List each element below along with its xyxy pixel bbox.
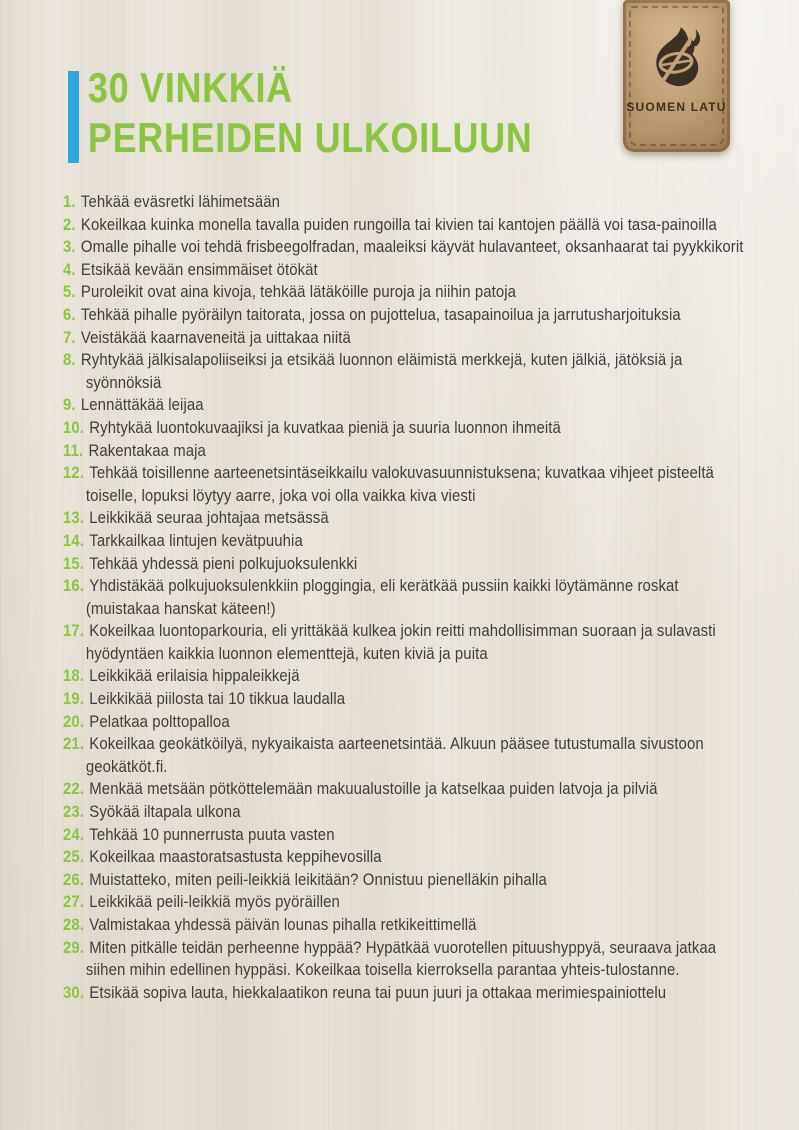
tip-text: Lennättäkää leijaa <box>80 395 204 415</box>
tip-number: 11. <box>63 440 84 460</box>
tip-item <box>63 191 744 214</box>
tip-number: 6. <box>63 304 76 324</box>
tip-text: Ryhtykää jälkisalapoliiseiksi ja etsikää luonnon eläimistä merkkejä, kuten jälkiä, jätöksiä ja syönnöksiä <box>80 350 683 392</box>
tip-item <box>63 801 744 824</box>
tip-item <box>63 982 744 1005</box>
tip-item <box>63 846 744 869</box>
tip-text: Leikkikää erilaisia hippaleikkejä <box>89 666 300 686</box>
tip-number: 12. <box>63 463 85 483</box>
suomen-latu-badge <box>623 0 730 152</box>
tip-number: 27. <box>63 892 85 912</box>
tip-item <box>63 440 744 463</box>
tip-text: Tehkää eväsretki lähimetsään <box>80 192 281 211</box>
tip-item <box>63 394 744 417</box>
tip-item <box>63 304 744 327</box>
logo-text: SUOMEN LATU <box>626 100 727 114</box>
tip-text: Menkää metsään pötköttelemään makuualustoille ja katselkaa puiden latvoja ja pilviä <box>89 779 658 799</box>
tip-number: 22. <box>63 779 85 799</box>
tip-text: Tarkkailkaa lintujen kevätpuuhia <box>89 530 303 550</box>
tip-text: Tehkää 10 punnerrusta puuta vasten <box>89 824 335 844</box>
tip-number: 24. <box>63 824 85 844</box>
flame-ski-basket-icon <box>648 26 706 88</box>
tip-item <box>63 462 744 507</box>
tip-text: Ryhtykää luontokuvaajiksi ja kuvatkaa pieniä ja suuria luonnon ihmeitä <box>89 417 561 437</box>
tip-number: 15. <box>63 553 85 573</box>
page-title-line2: PERHEIDEN ULKOILUUN <box>88 114 533 161</box>
tip-text: Leikkikää piilosta tai 10 tikkua laudalla <box>89 689 346 709</box>
tip-number: 16. <box>63 576 85 596</box>
tip-number: 2. <box>63 214 76 234</box>
tip-text: Kokeilkaa geokätköilyä, nykyaikaista aarteenetsintää. Alkuun pääsee tutustumalla sivustoon geokätköt.fi. <box>85 734 704 776</box>
tip-text: Tehkää toisillenne aarteenetsintäseikkailu valokuvasuunnistuksena; kuvatkaa vihjeet pisteeltä toiselle, lopuksi löytyy aarre, joka voi olla vaikka kiva viesti <box>85 463 714 505</box>
tip-number: 23. <box>63 802 85 822</box>
tip-text: Leikkikää seuraa johtajaa metsässä <box>89 508 329 528</box>
title-accent-bar <box>68 71 79 163</box>
tip-text: Yhdistäkää polkujuoksulenkkiin ploggingia, eli kerätkää pussiin kaikki löytämänne roskat (muistakaa hanskat käteen!) <box>85 576 679 618</box>
tip-item <box>63 620 744 665</box>
tip-number: 28. <box>63 915 85 934</box>
tip-item <box>63 417 744 440</box>
tip-text: Muistatteko, miten peili-leikkiä leikitään? Onnistuu pienelläkin pihalla <box>89 869 547 889</box>
tip-number: 29. <box>63 937 85 957</box>
tip-item <box>63 507 744 530</box>
tip-number: 7. <box>63 327 76 347</box>
tip-item <box>63 733 744 778</box>
tip-text: Rakentakaa maja <box>88 440 206 460</box>
tip-number: 26. <box>63 869 85 889</box>
tip-item <box>63 530 744 553</box>
tip-text: Tehkää pihalle pyöräilyn taitorata, jossa on pujottelua, tasapainoilua ja jarrutusharjoituksia <box>80 304 681 324</box>
tip-item <box>63 575 744 620</box>
tip-text: Kokeilkaa luontoparkouria, eli yrittäkää kulkea jokin reitti mahdollisimman suoraan ja sulavasti hyödyntäen kaikkia luonnon elementtejä, kuten kiviä ja puita <box>85 621 716 663</box>
tip-item <box>63 937 744 982</box>
tip-item <box>63 214 744 237</box>
tip-item <box>63 259 744 282</box>
tip-text: Kokeilkaa maastoratsastusta keppihevosilla <box>89 847 382 867</box>
tip-text: Leikkikää peili-leikkiä myös pyöräillen <box>89 892 340 912</box>
tip-text: Etsikää kevään ensimmäiset ötökät <box>80 259 318 279</box>
tip-number: 5. <box>63 282 76 302</box>
tip-number: 1. <box>63 192 76 211</box>
tip-item <box>63 824 744 847</box>
tip-text: Miten pitkälle teidän perheenne hyppää? Hypätkää vuorotellen pituushyppyä, seuraava jatkaa siihen mihin edellinen hyppäsi. Kokeilkaa toisella kierroksella parantaa yhteis-tulostanne. <box>85 937 717 980</box>
tip-text: Pelatkaa polttopalloa <box>89 711 230 731</box>
tip-item <box>63 665 744 688</box>
tip-number: 17. <box>63 621 85 641</box>
tip-number: 19. <box>63 689 85 709</box>
tip-number: 13. <box>63 508 85 528</box>
tip-item <box>63 778 744 801</box>
tip-number: 14. <box>63 530 85 550</box>
tip-item <box>63 553 744 576</box>
tip-number: 10. <box>63 417 85 437</box>
tip-item <box>63 688 744 711</box>
tip-item <box>63 711 744 734</box>
tip-text: Veistäkää kaarnaveneitä ja uittakaa niitä <box>80 327 351 347</box>
tip-text: Valmistakaa yhdessä päivän lounas pihalla retkikeittimellä <box>89 915 477 934</box>
tips-list <box>63 191 744 1004</box>
tip-number: 30. <box>63 982 85 1002</box>
tip-number: 25. <box>63 847 85 867</box>
tip-item <box>63 869 744 892</box>
tip-item <box>63 281 744 304</box>
tip-number: 18. <box>63 666 85 686</box>
page-title <box>88 63 598 163</box>
page-title-line1: 30 VINKKIÄ <box>88 64 293 111</box>
tip-item <box>63 327 744 350</box>
tip-number: 9. <box>63 395 76 415</box>
tip-item <box>63 914 744 937</box>
tip-item <box>63 891 744 914</box>
tip-text: Etsikää sopiva lauta, hiekkalaatikon reuna tai puun juuri ja ottakaa merimiespainiottelu <box>89 982 667 1002</box>
tip-number: 21. <box>63 734 85 754</box>
tip-item <box>63 349 744 394</box>
tip-text: Omalle pihalle voi tehdä frisbeegolfradan, maaleiksi käyvät hulavanteet, oksanhaarat tai pyykkikorit <box>80 237 744 257</box>
tip-text: Syökää iltapala ulkona <box>89 802 241 822</box>
tip-number: 4. <box>63 259 76 279</box>
tip-number: 20. <box>63 711 85 731</box>
tip-number: 3. <box>63 237 76 257</box>
tip-number: 8. <box>63 350 76 370</box>
tip-text: Kokeilkaa kuinka monella tavalla puiden rungoilla tai kivien tai kantojen päällä voi tasa-painoilla <box>80 214 717 234</box>
tip-text: Puroleikit ovat aina kivoja, tehkää lätäköille puroja ja niihin patoja <box>80 282 517 302</box>
tip-item <box>63 236 744 259</box>
tip-text: Tehkää yhdessä pieni polkujuoksulenkki <box>89 553 358 573</box>
